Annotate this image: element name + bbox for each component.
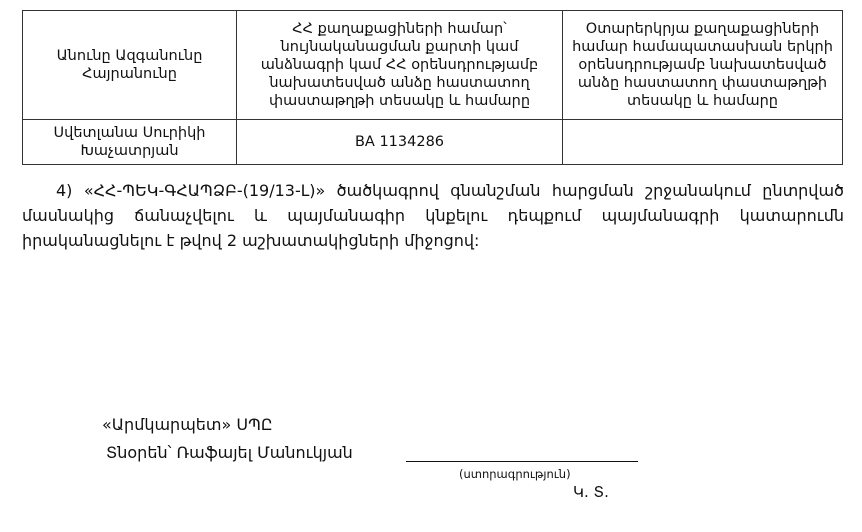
seal-placeholder: Կ. Տ. bbox=[573, 483, 609, 501]
staff-table bbox=[22, 10, 843, 165]
header-full-name: Անունը Ազգանունը Հայրանունը bbox=[23, 11, 237, 120]
signature-director: Տնօրեն՝ Ռաֆայել Մանուկյան bbox=[106, 443, 353, 462]
header-foreign-citizen-document: Օտարերկրյա քաղաքացիների համար համապատասխան երկրի օրենսդրությամբ նախատեսված անձը հաստատող փաստաթղթի տեսակը և համարը bbox=[563, 11, 843, 120]
header-ra-citizen-document: ՀՀ քաղաքացիների համար՝ նույնականացման քարտի կամ անձնագրի կամ ՀՀ օրենսդրությամբ նախատեսված անձը հաստատող փաստաթղթի տեսակը և համարը bbox=[237, 11, 563, 120]
cell-foreign-document bbox=[563, 120, 843, 165]
table-row bbox=[23, 120, 843, 165]
cell-full-name: Սվետլանա Սուրիկի Խաչատրյան bbox=[23, 120, 237, 165]
signature-organization: «Արմկարպետ» ՍՊԸ bbox=[102, 415, 273, 434]
table-header-row bbox=[23, 11, 843, 120]
paragraph-point-4: 4) «ՀՀ-ՊԵԿ-ԳՀԱՊՁԲ-(19/13-Լ)» ծածկագրով գնանշման հարցման շրջանակում ընտրված մասնակից ճանաչվելու և պայմանագիր կնքելու դեպքում պայմանագրի կատարումն իրականացնելու է թվով 2 աշխատակիցների միջոցով: bbox=[22, 181, 844, 250]
signature-caption: (ստորագրություն) bbox=[459, 467, 571, 481]
cell-ra-document: BA 1134286 bbox=[237, 120, 563, 165]
signature-line bbox=[406, 461, 638, 462]
